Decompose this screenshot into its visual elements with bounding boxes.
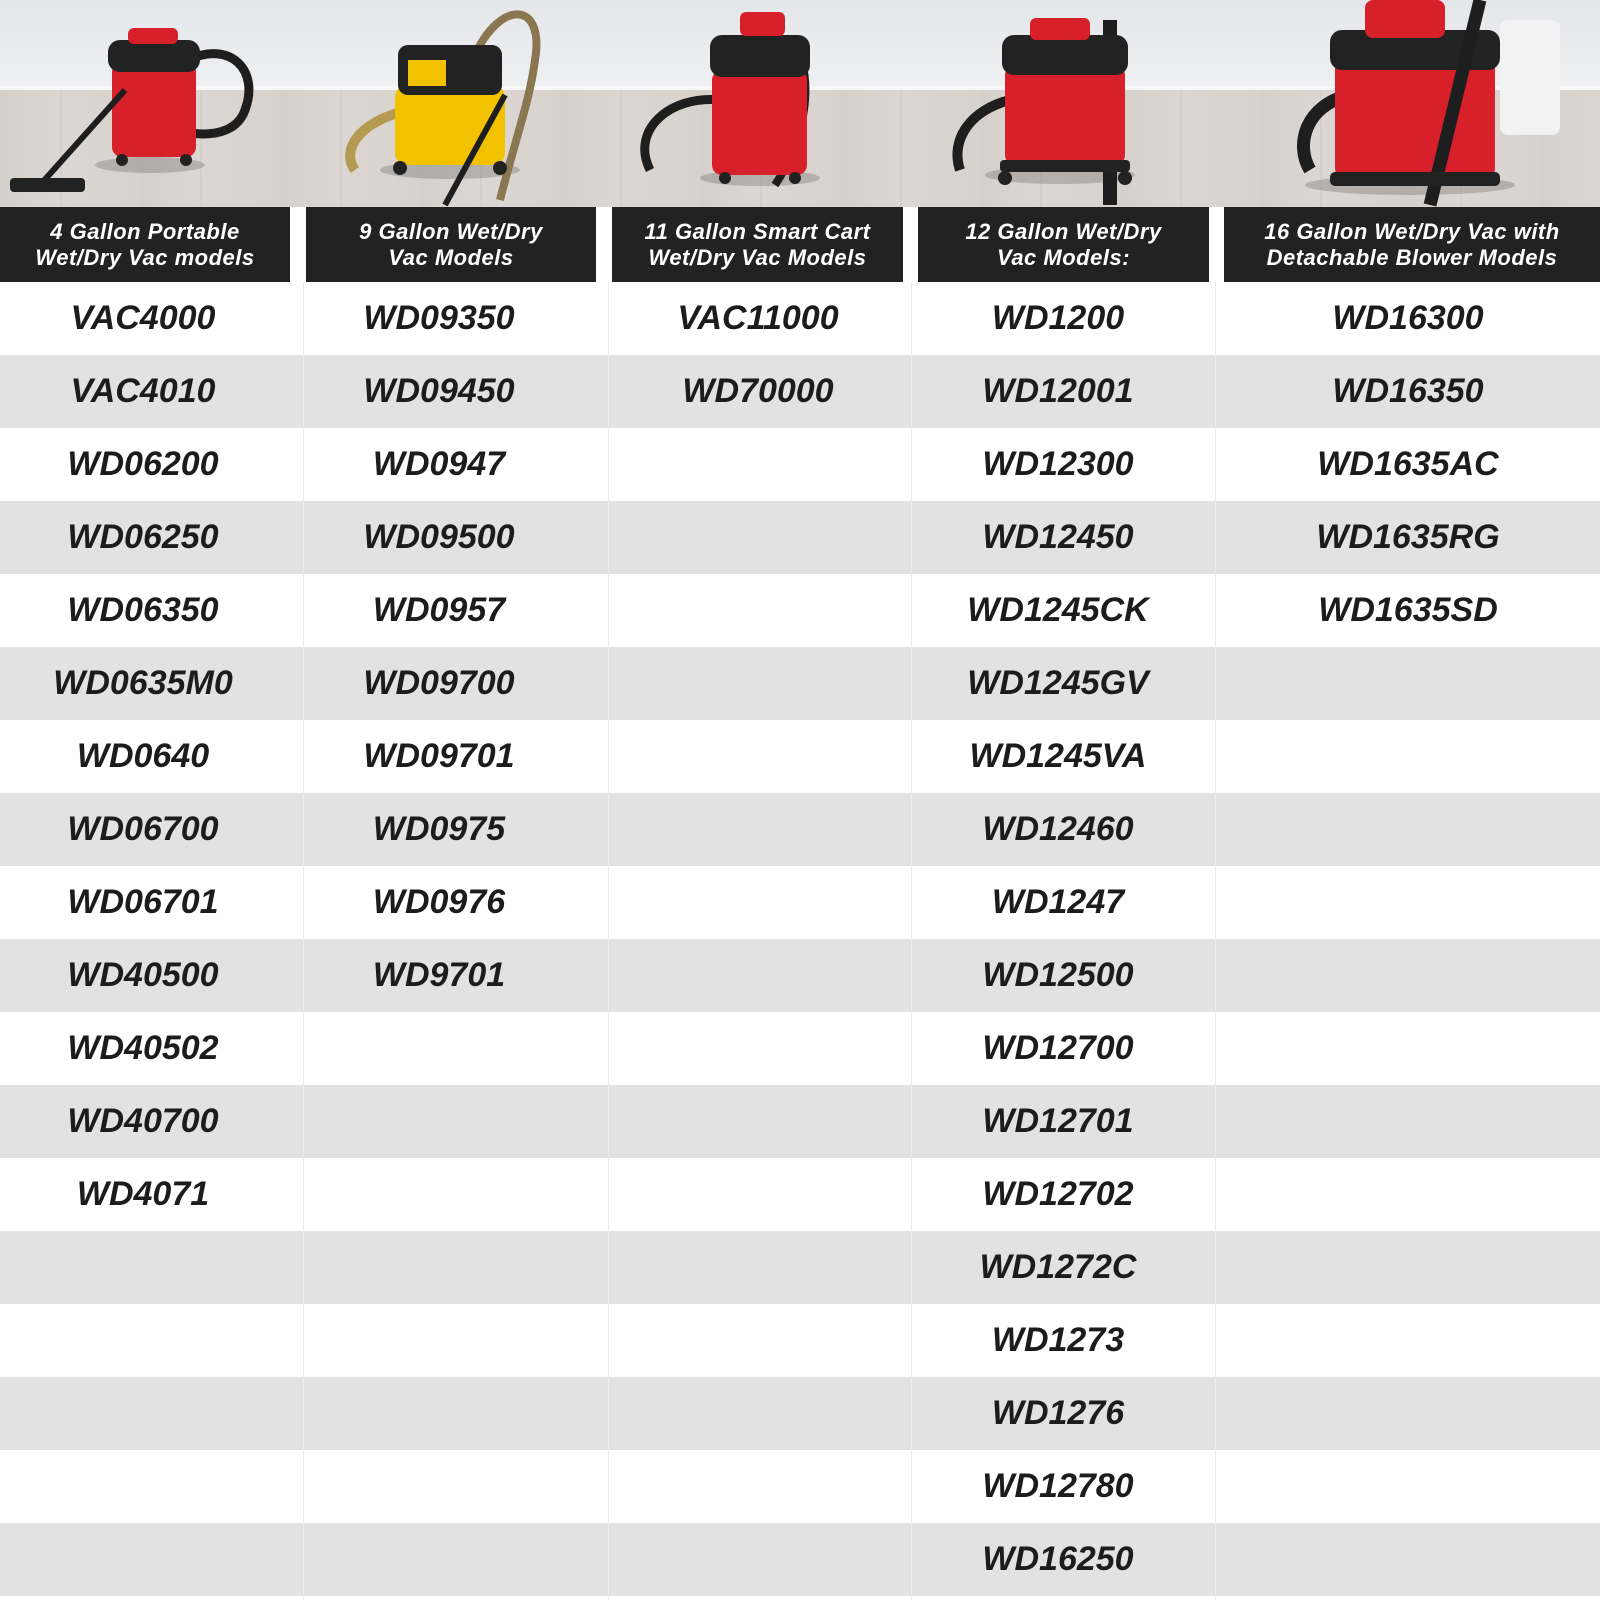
column-header-16-gallon: 16 Gallon Wet/Dry Vac with Detachable Blower Models (1224, 207, 1600, 282)
model-number-cell: WD09450 (363, 372, 515, 410)
table-row (0, 1304, 1600, 1377)
model-number-cell: WD12001 (982, 372, 1134, 410)
vacuum-12-gallon-image (900, 0, 1190, 207)
model-number-cell: WD9701 (372, 956, 506, 994)
product-photo-banner (0, 0, 1600, 207)
model-number-cell: WD40700 (67, 1102, 219, 1140)
model-number-cell: WD12700 (982, 1029, 1134, 1067)
vacuum-9-gallon-image (300, 0, 590, 207)
model-number-cell: WD16350 (1332, 372, 1484, 410)
column-header-9-gallon: 9 Gallon Wet/Dry Vac Models (306, 207, 596, 282)
model-number-cell: WD0947 (372, 445, 506, 483)
model-number-cell: WD09350 (363, 299, 515, 337)
vacuum-16-gallon-image (1200, 0, 1600, 207)
model-number-cell: WD12702 (982, 1175, 1134, 1213)
model-number-cell: WD09701 (363, 737, 515, 775)
model-number-cell: WD4071 (76, 1175, 210, 1213)
model-number-cell: WD06350 (67, 591, 219, 629)
vacuum-11-gallon-image (600, 0, 890, 207)
model-number-cell: WD09700 (363, 664, 515, 702)
model-number-cell: WD0975 (372, 810, 506, 848)
model-number-cell: WD12780 (982, 1467, 1134, 1505)
model-number-cell: WD09500 (363, 518, 515, 556)
model-number-cell: WD1245CK (967, 591, 1149, 629)
model-number-cell: WD1245VA (969, 737, 1147, 775)
model-number-cell: WD12460 (982, 810, 1134, 848)
table-row (0, 1523, 1600, 1596)
column-divider (911, 282, 912, 1600)
column-header-11-gallon: 11 Gallon Smart Cart Wet/Dry Vac Models (612, 207, 903, 282)
model-number-cell: WD0640 (76, 737, 210, 775)
model-number-cell: WD06700 (67, 810, 219, 848)
model-number-cell: WD06250 (67, 518, 219, 556)
model-number-cell: WD1273 (991, 1321, 1125, 1359)
model-number-cell: WD12300 (982, 445, 1134, 483)
model-number-cell: WD12701 (982, 1102, 1134, 1140)
model-number-cell: WD1635SD (1318, 591, 1498, 629)
column-divider (608, 282, 609, 1600)
model-number-cell: WD16300 (1332, 299, 1484, 337)
model-number-cell: VAC11000 (677, 299, 839, 337)
model-number-cell: WD1276 (991, 1394, 1125, 1432)
model-number-cell: WD1635AC (1317, 445, 1499, 483)
model-number-cell: WD40500 (67, 956, 219, 994)
model-number-cell: WD0976 (372, 883, 506, 921)
model-number-cell: WD1245GV (967, 664, 1149, 702)
model-number-cell: WD70000 (682, 372, 834, 410)
table-row (0, 1450, 1600, 1523)
table-row (0, 1231, 1600, 1304)
model-number-cell: VAC4010 (70, 372, 216, 410)
column-header-4-gallon: 4 Gallon Portable Wet/Dry Vac models (0, 207, 290, 282)
model-number-cell: WD0635M0 (53, 664, 233, 702)
model-number-cell: WD1247 (991, 883, 1125, 921)
model-number-cell: WD40502 (67, 1029, 219, 1067)
vacuum-4-gallon-image (0, 0, 290, 207)
model-number-cell: WD12450 (982, 518, 1134, 556)
model-number-cell: WD06200 (67, 445, 219, 483)
model-number-cell: WD12500 (982, 956, 1134, 994)
column-divider (1215, 282, 1216, 1600)
model-number-cell: WD0957 (372, 591, 506, 629)
model-number-cell: VAC4000 (70, 299, 216, 337)
column-header-12-gallon: 12 Gallon Wet/Dry Vac Models: (918, 207, 1209, 282)
model-number-cell: WD16250 (982, 1540, 1134, 1578)
model-number-cell: WD06701 (67, 883, 219, 921)
model-number-cell: WD1635RG (1316, 518, 1500, 556)
model-number-cell: WD1200 (991, 299, 1125, 337)
model-number-cell: WD1272C (979, 1248, 1137, 1286)
table-row (0, 1377, 1600, 1450)
